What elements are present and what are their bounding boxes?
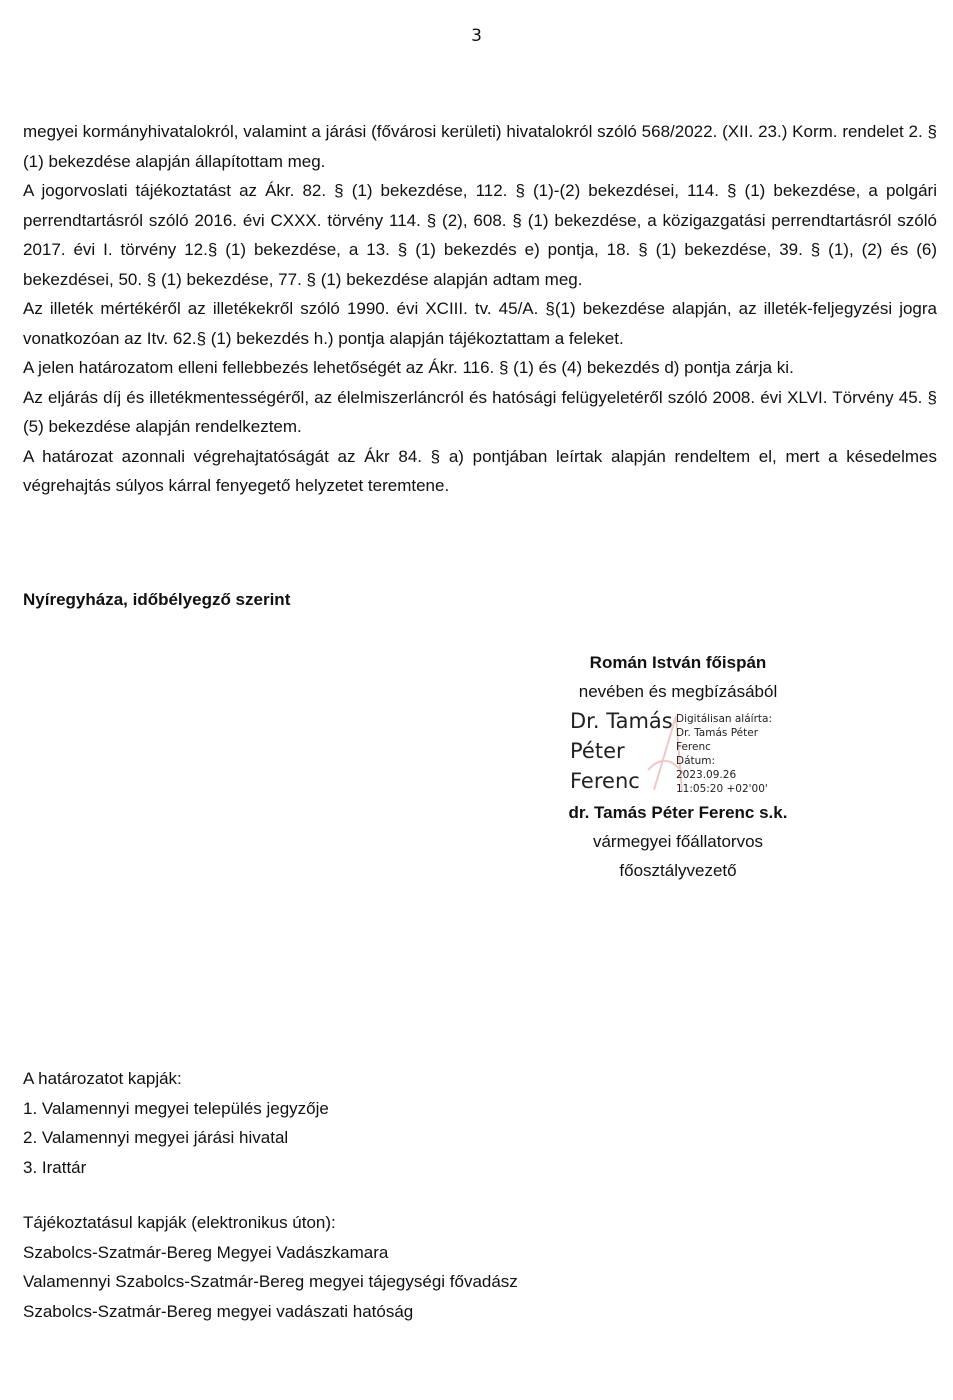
signer-title: vármegyei főállatorvos	[592, 832, 764, 851]
body-text	[23, 117, 937, 501]
page-number: 3	[471, 26, 482, 46]
digital-info-line: 11:05:20 +02'00'	[676, 783, 768, 795]
digital-signer-name	[570, 706, 673, 796]
digital-name-line: Péter	[570, 739, 625, 763]
recipients-list	[23, 1064, 329, 1182]
digital-signature-info	[676, 712, 772, 796]
list-item: Valamennyi Szabolcs-Szatmár-Bereg megyei tájegységi fővadász	[23, 1272, 518, 1291]
digital-info-line: Dr. Tamás Péter	[676, 727, 759, 739]
paragraph-immediate-enforcement: A határozat azonnali végrehajtatóságát az Ákr 84. § a) pontjában leírtak alapján rendeltem el, mert a késedelmes végrehajtás súlyos kárral fenyegető helyzetet teremtene.	[23, 446, 937, 495]
list-item: Szabolcs-Szatmár-Bereg Megyei Vadászkamara	[23, 1242, 389, 1262]
digital-signature	[528, 706, 828, 798]
paragraph-appeal-info: A jogorvoslati tájékoztatást az Ákr. 82. § (1) bekezdése, 112. § (1)-(2) bekezdései, 114. § (1) bekezdése, a polgári perrendtartásról szóló 2016. évi CXXX. törvény 114. § (2), 608. § (1) bekezdése, a közigazgatási perrendtartásról szóló 2017. évi I. törvény 12.§ (1) bekezdése, a 13. § (1) bekezdés e) pontja, 18. § (1) bekezdése, 39. § (1), (2) és (6) bekezdései, 50. § (1) bekezdése, 77. § (1) bekezdése alapján adtam meg.	[23, 181, 937, 289]
signer-name: dr. Tamás Péter Ferenc s.k.	[568, 803, 788, 822]
digital-info-line: Ferenc	[676, 741, 711, 753]
digital-name-line: Ferenc	[570, 769, 640, 793]
recipients-heading: A határozatot kapják:	[23, 1069, 182, 1088]
digital-info-line: Dátum:	[676, 755, 716, 767]
place-date: Nyíregyháza, időbélyegző szerint	[23, 590, 291, 609]
on-behalf-text: nevében és megbízásából	[578, 682, 778, 701]
info-recipients-heading: Tájékoztatásul kapják (elektronikus úton):	[23, 1213, 336, 1232]
digital-info-line: Digitálisan aláírta:	[676, 713, 772, 725]
digital-name-line: Dr. Tamás	[570, 709, 673, 733]
info-recipients-list	[23, 1208, 518, 1326]
list-item: 2. Valamennyi megyei járási hivatal	[23, 1128, 289, 1147]
paragraph-no-appeal: A jelen határozatom elleni fellebbezés lehetőségét az Ákr. 116. § (1) és (4) bekezdés d) pontja zárja ki.	[23, 358, 794, 377]
list-item: 1. Valamennyi megyei település jegyzője	[23, 1098, 329, 1118]
paragraph-fee-exemption: Az eljárás díj és illetékmentességéről, az élelmiszerláncról és hatósági felügyeletéről szóló 2008. évi XLVI. Törvény 45. § (5) bekezdése alapján rendelkeztem.	[23, 387, 937, 436]
paragraph-legal-basis: megyei kormányhivatalokról, valamint a járási (fővárosi kerületi) hivatalokról szóló 568/2022. (XII. 23.) Korm. rendelet 2. § (1) bekezdése alapján állapítottam meg.	[23, 122, 937, 171]
signature-block	[528, 648, 828, 885]
paragraph-fee-info: Az illeték mértékéről az illetékekről szóló 1990. évi XCIII. tv. 45/A. §(1) bekezdése alapján, az illeték-feljegyzési jogra vonatkozóan az Itv. 62.§ (1) bekezdés h.) pontja alapján tájékoztattam a feleket.	[23, 299, 937, 348]
signer-position: főosztályvezető	[619, 861, 737, 880]
list-item: Szabolcs-Szatmár-Bereg megyei vadászati hatóság	[23, 1301, 414, 1321]
list-item: 3. Irattár	[23, 1157, 87, 1177]
digital-info-line: 2023.09.26	[676, 769, 737, 781]
on-behalf-name: Román István főispán	[589, 653, 767, 672]
